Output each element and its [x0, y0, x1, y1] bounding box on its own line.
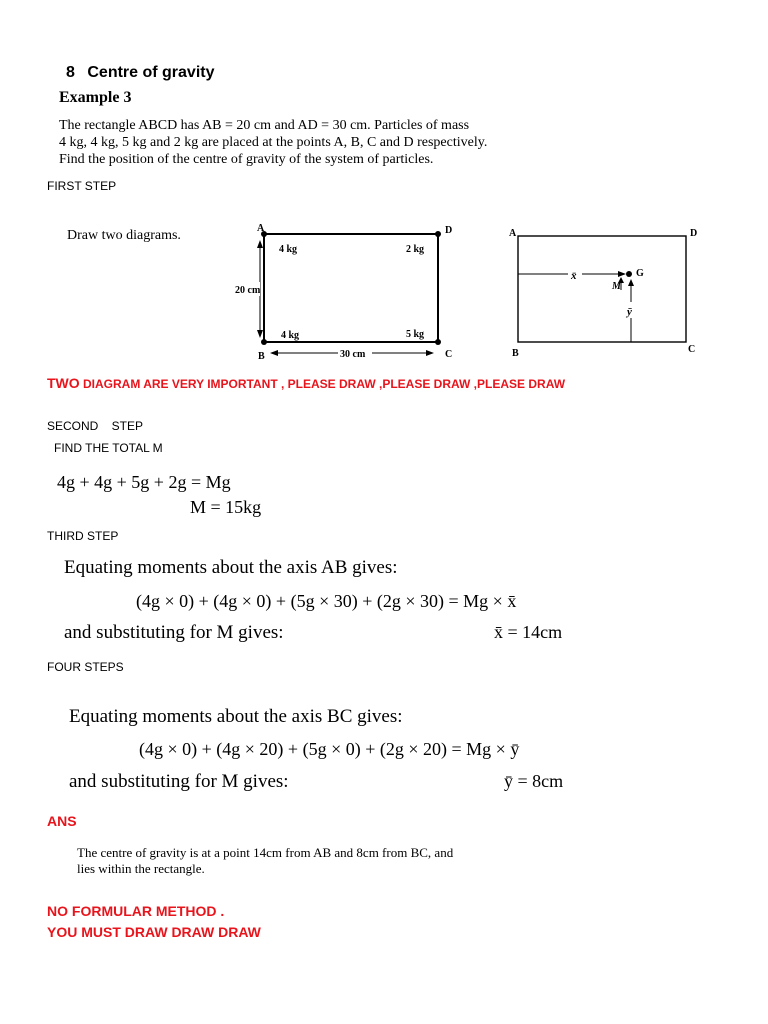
step4-substitution: and substituting for M gives: — [69, 771, 289, 792]
section-heading — [66, 64, 215, 82]
step1-label: FIRST STEP — [47, 179, 117, 193]
answer-line: lies within the rectangle. — [77, 861, 205, 876]
mass-d-label: 2 kg — [406, 244, 425, 255]
ybar-arrow — [628, 279, 634, 286]
problem-line: 4 kg, 4 kg, 5 kg and 2 kg are placed at the points A, B, C and D respectively. — [59, 135, 488, 150]
diagram-centre-of-gravity — [504, 222, 716, 362]
xbar-label: x̄ — [571, 270, 577, 282]
mass-a-label: 4 kg — [279, 244, 298, 255]
moments-ab-equation: (4g × 0) + (4g × 0) + (5g × 30) + (2g × 30) = Mg × x̄ — [136, 591, 517, 611]
point-g — [626, 271, 632, 277]
label-d: D — [445, 225, 453, 236]
section-number: 8 — [66, 64, 75, 81]
mass-m-label: M — [612, 281, 621, 292]
step4-label: FOUR STEPS — [47, 660, 124, 674]
footer-note — [47, 901, 261, 943]
width-arrow-right — [426, 350, 434, 356]
xbar-result: x̄ = 14cm — [494, 622, 563, 642]
section-title: Centre of gravity — [87, 64, 215, 81]
height-arrow-down — [257, 330, 263, 338]
step1-instruction: Draw two diagrams. — [67, 228, 181, 243]
mass-c-label: 5 kg — [406, 329, 425, 340]
step2-sublabel: FIND THE TOTAL M — [54, 441, 163, 455]
width-label: 30 cm — [340, 349, 366, 360]
problem-statement — [59, 117, 487, 168]
two-diagrams-note — [47, 375, 565, 391]
label-d-2: D — [690, 228, 698, 239]
xbar-arrow — [618, 271, 626, 277]
label-a: A — [257, 223, 265, 234]
label-g: G — [636, 268, 644, 279]
footer-line: YOU MUST DRAW DRAW DRAW — [47, 924, 261, 940]
ybar-label: ȳ — [627, 306, 632, 318]
answer-text — [77, 845, 453, 877]
label-c: C — [445, 349, 453, 360]
height-arrow-up — [257, 240, 263, 248]
step3-intro: Equating moments about the axis AB gives: — [64, 557, 398, 578]
example-title: Example 3 — [59, 89, 132, 106]
width-arrow-left — [270, 350, 278, 356]
step2-label: SECOND STEP — [47, 419, 144, 433]
mass-b-label: 4 kg — [281, 330, 300, 341]
label-b: B — [258, 351, 265, 362]
diagram-masses — [228, 222, 468, 364]
particle-d — [435, 231, 441, 237]
answer-line: The centre of gravity is at a point 14cm from AB and 8cm from BC, and — [77, 845, 454, 860]
label-c-2: C — [688, 344, 696, 355]
step3-label: THIRD STEP — [47, 529, 119, 543]
rectangle-abcd-2 — [518, 236, 686, 342]
particle-b — [261, 339, 267, 345]
note-prefix: TWO — [47, 375, 80, 391]
step4-intro: Equating moments about the axis BC gives: — [69, 706, 403, 727]
total-mass-result: M = 15kg — [190, 497, 262, 517]
label-a-2: A — [509, 228, 517, 239]
ybar-result: ȳ = 8cm — [504, 771, 564, 791]
footer-line: NO FORMULAR METHOD . — [47, 903, 225, 919]
answer-label: ANS — [47, 813, 77, 829]
note-text: DIAGRAM ARE VERY IMPORTANT , PLEASE DRAW ,PLEASE DRAW ,PLEASE DRAW — [79, 377, 566, 391]
step3-substitution: and substituting for M gives: — [64, 622, 284, 643]
particle-c — [435, 339, 441, 345]
problem-line: The rectangle ABCD has AB = 20 cm and AD = 30 cm. Particles of mass — [59, 118, 470, 133]
problem-line: Find the position of the centre of gravity of the system of particles. — [59, 152, 434, 167]
total-mass-equation: 4g + 4g + 5g + 2g = Mg — [57, 472, 231, 492]
moments-bc-equation: (4g × 0) + (4g × 20) + (5g × 0) + (2g × 20) = Mg × ȳ — [139, 739, 520, 759]
height-label: 20 cm — [235, 285, 261, 296]
label-b-2: B — [512, 348, 519, 359]
